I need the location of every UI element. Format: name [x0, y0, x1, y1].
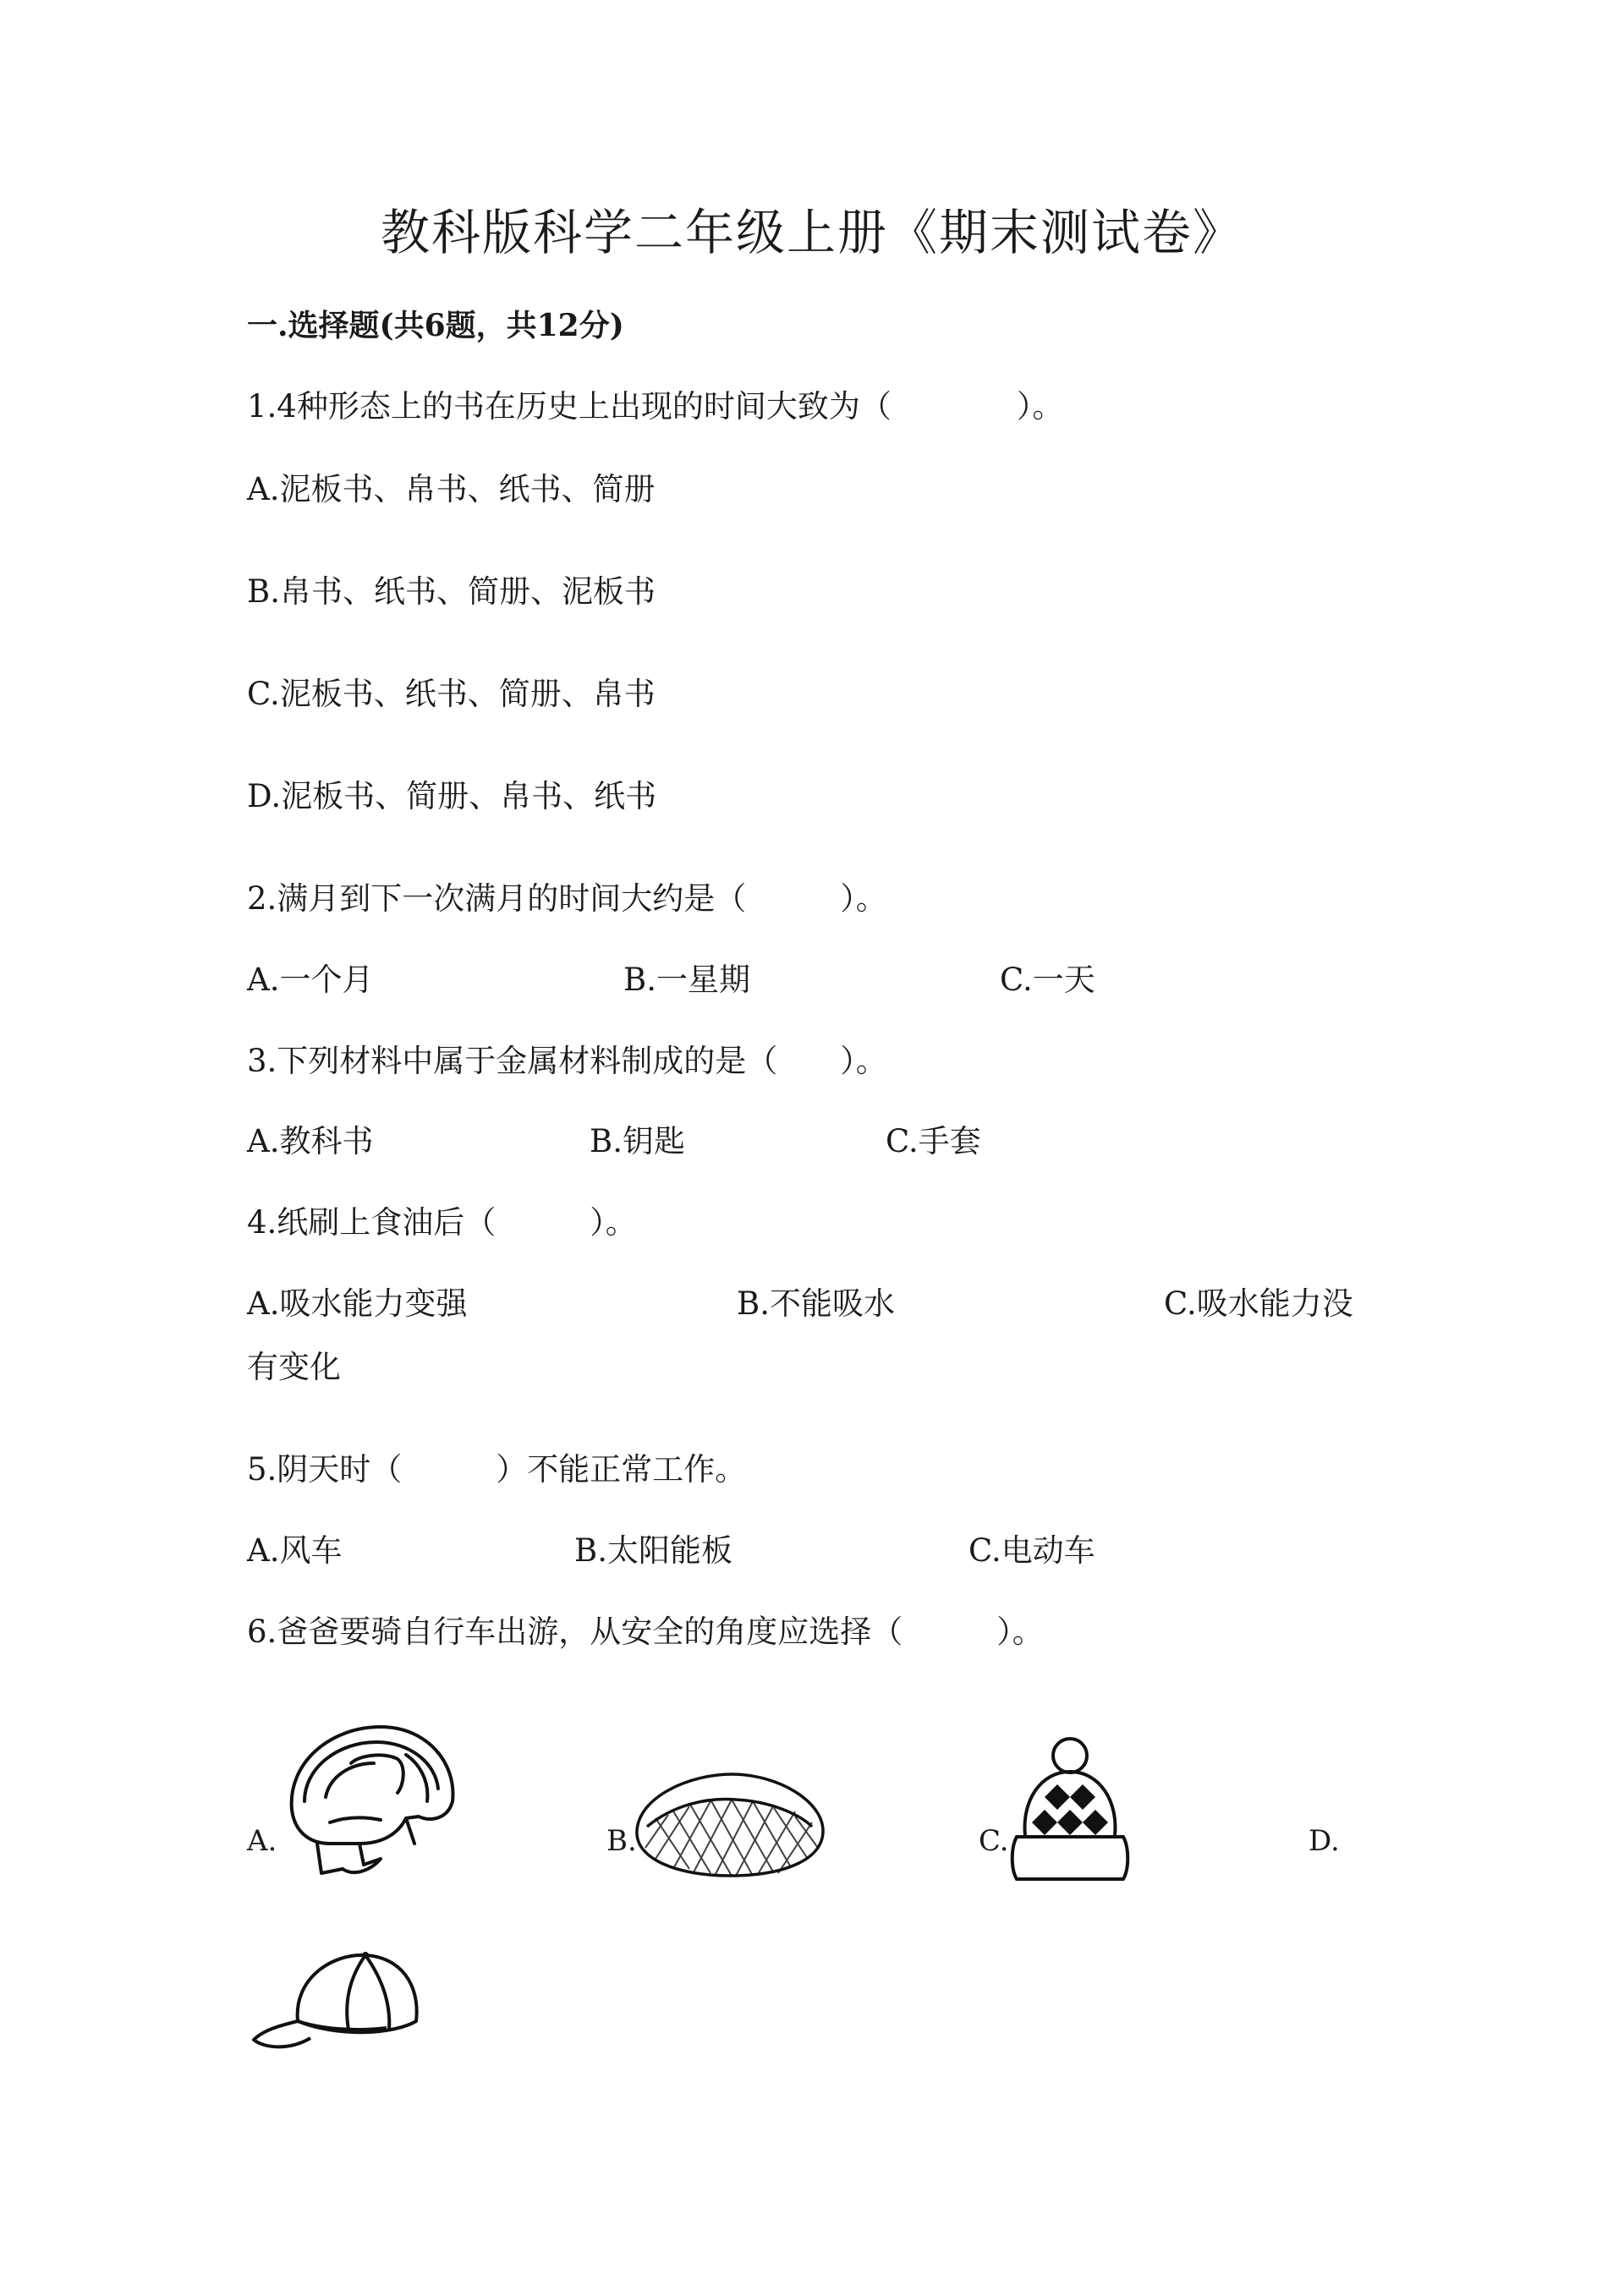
- question-3-option-b: B.钥匙: [590, 1123, 685, 1159]
- question-5-option-b: B.太阳能板: [574, 1532, 732, 1569]
- question-1-option-b: B.帛书、纸书、简册、泥板书: [247, 573, 656, 610]
- question-1-option-d: D.泥板书、简册、帛书、纸书: [247, 778, 657, 814]
- question-1-option-a: A.泥板书、帛书、纸书、简册: [247, 471, 656, 507]
- question-2-option-b: B.一星期: [623, 962, 750, 998]
- baseball-cap-icon: [247, 1945, 429, 2063]
- question-6-stem: 6.爸爸要骑自行车出游，从安全的角度应选择（ ）。: [247, 1614, 1044, 1650]
- question-4-option-b: B.不能吸水: [737, 1285, 895, 1322]
- question-1-stem: 1.4种形态上的书在历史上出现的时间大致为（ ）。: [247, 388, 1064, 425]
- question-3-option-c: C.手套: [886, 1123, 981, 1159]
- question-2-option-c: C.一天: [1000, 962, 1095, 998]
- question-6-option-b: B.: [606, 1824, 637, 1858]
- question-6-option-d: D.: [1309, 1824, 1340, 1858]
- question-1-option-c: C.泥板书、纸书、简册、帛书: [247, 676, 656, 712]
- page-title: 教科版科学二年级上册《期末测试卷》: [380, 204, 1243, 261]
- question-4-option-c: C.吸水能力没: [1164, 1285, 1353, 1322]
- knit-pompom-hat-icon: [1007, 1734, 1133, 1886]
- section-heading: 一.选择题(共6题，共12分): [247, 308, 624, 343]
- question-6-option-a: A.: [247, 1824, 277, 1858]
- question-6-option-c: C.: [979, 1824, 1009, 1858]
- question-3-stem: 3.下列材料中属于金属材料制成的是（ ）。: [247, 1043, 887, 1079]
- question-5-stem: 5.阴天时（ ）不能正常工作。: [247, 1451, 747, 1488]
- question-4-option-a: A.吸水能力变强: [247, 1285, 468, 1322]
- straw-hat-icon: [630, 1767, 829, 1882]
- question-4-option-c-wrap: 有变化: [247, 1349, 341, 1385]
- bicycle-helmet-icon: [279, 1717, 465, 1886]
- question-3-option-a: A.教科书: [247, 1123, 374, 1159]
- question-2-stem: 2.满月到下一次满月的时间大约是（ ）。: [247, 880, 887, 917]
- question-4-stem: 4.纸刷上食油后（ ）。: [247, 1204, 637, 1241]
- question-5-option-c: C.电动车: [968, 1532, 1095, 1569]
- question-5-option-a: A.风车: [247, 1532, 343, 1569]
- question-2-option-a: A.一个月: [247, 962, 374, 998]
